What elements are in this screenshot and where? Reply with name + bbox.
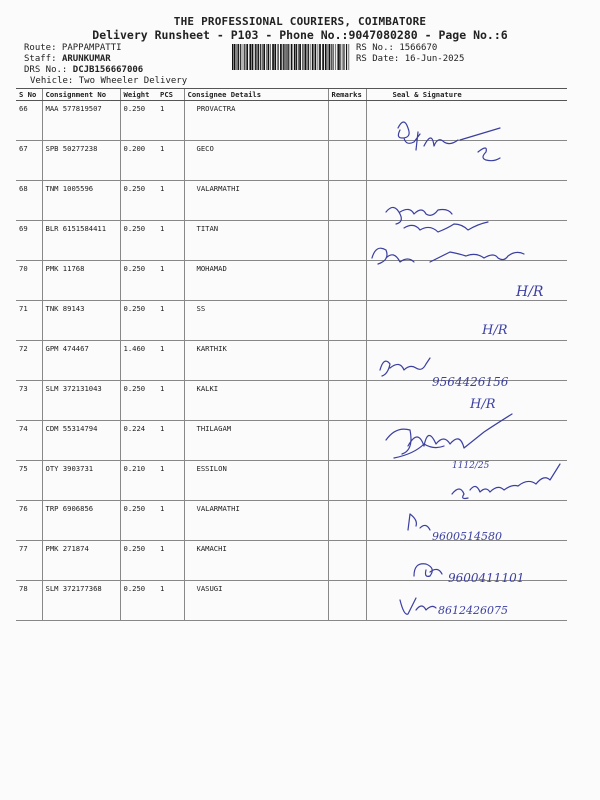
cell-weight: 1.460 xyxy=(120,341,157,381)
cell-consignment: TNM 1005596 xyxy=(42,181,120,221)
cell-sno: 70 xyxy=(16,261,42,301)
cell-pcs: 1 xyxy=(157,141,184,181)
cell-pcs: 1 xyxy=(157,261,184,301)
cell-consignee: KARTHIK xyxy=(184,341,328,381)
rs-date: RS Date: 16-Jun-2025 xyxy=(356,54,465,64)
cell-remarks xyxy=(328,421,366,461)
cell-consignment: MAA 577819507 xyxy=(42,101,120,141)
cell-weight: 0.210 xyxy=(120,461,157,501)
cell-consignee: THILAGAM xyxy=(184,421,328,461)
hr-note-2: H/R xyxy=(482,323,508,338)
cell-signature xyxy=(366,501,567,541)
cell-sno: 77 xyxy=(16,541,42,581)
cell-sno: 68 xyxy=(16,181,42,221)
cell-signature xyxy=(366,261,567,301)
cell-consignee: VALARMATHI xyxy=(184,501,328,541)
phone-note-valarmathi: 9600514580 xyxy=(432,530,502,543)
cell-remarks xyxy=(328,101,366,141)
cell-weight: 0.250 xyxy=(120,261,157,301)
cell-weight: 0.250 xyxy=(120,301,157,341)
cell-sno: 74 xyxy=(16,421,42,461)
table-row xyxy=(16,181,567,221)
cell-remarks xyxy=(328,341,366,381)
cell-weight: 0.250 xyxy=(120,381,157,421)
cell-consignee: VALARMATHI xyxy=(184,181,328,221)
phone-note-vasugi: 8612426075 xyxy=(438,604,508,617)
cell-remarks xyxy=(328,541,366,581)
rs-number: RS No.: 1566670 xyxy=(356,43,438,53)
cell-remarks xyxy=(328,221,366,261)
table-row xyxy=(16,301,567,341)
table-row xyxy=(16,461,567,501)
phone-note-kamachi: 9600411101 xyxy=(448,571,525,585)
cell-sno: 67 xyxy=(16,141,42,181)
col-pcs: PCS xyxy=(157,89,184,101)
table-header-row xyxy=(16,89,567,101)
cell-sno: 72 xyxy=(16,341,42,381)
cell-sno: 71 xyxy=(16,301,42,341)
cell-remarks xyxy=(328,141,366,181)
staff-value: ARUNKUMAR xyxy=(61,54,111,64)
hr-note-3: H/R xyxy=(470,397,496,412)
cell-pcs: 1 xyxy=(157,181,184,221)
cell-signature xyxy=(366,141,567,181)
cell-consignment: SPB 50277238 xyxy=(42,141,120,181)
cell-remarks xyxy=(328,301,366,341)
barcode-image xyxy=(232,44,352,70)
table-row xyxy=(16,101,567,141)
cell-remarks xyxy=(328,501,366,541)
cell-sno: 78 xyxy=(16,581,42,621)
cell-signature xyxy=(366,341,567,381)
table-row xyxy=(16,221,567,261)
table-row xyxy=(16,581,567,621)
hr-note-1: H/R xyxy=(516,284,544,300)
cell-pcs: 1 xyxy=(157,341,184,381)
cell-consignee: ESSILON xyxy=(184,461,328,501)
cell-consignment: SLM 372177368 xyxy=(42,581,120,621)
cell-consignment: OTY 3903731 xyxy=(42,461,120,501)
cell-signature xyxy=(366,581,567,621)
col-signature: Seal & Signature xyxy=(366,89,567,101)
cell-weight: 0.250 xyxy=(120,581,157,621)
staff-label: Staff: xyxy=(24,54,57,64)
cell-signature xyxy=(366,541,567,581)
staff-line xyxy=(24,54,111,65)
cell-consignee: PROVACTRA xyxy=(184,101,328,141)
cell-pcs: 1 xyxy=(157,301,184,341)
cell-remarks xyxy=(328,181,366,221)
col-consignment: Consignment No xyxy=(42,89,120,101)
runsheet-table xyxy=(16,88,567,621)
cell-consignment: PMK 271874 xyxy=(42,541,120,581)
cell-signature xyxy=(366,181,567,221)
cell-pcs: 1 xyxy=(157,461,184,501)
company-title: THE PROFESSIONAL COURIERS, COIMBATORE xyxy=(173,15,427,28)
cell-pcs: 1 xyxy=(157,381,184,421)
cell-remarks xyxy=(328,381,366,421)
drs-label: DRS No.: xyxy=(24,65,68,75)
cell-remarks xyxy=(328,461,366,501)
cell-consignee: TITAN xyxy=(184,221,328,261)
cell-signature xyxy=(366,301,567,341)
table-row xyxy=(16,341,567,381)
cell-sno: 69 xyxy=(16,221,42,261)
cell-signature xyxy=(366,101,567,141)
cell-consignment: SLM 372131043 xyxy=(42,381,120,421)
drs-line xyxy=(24,65,143,76)
cell-sno: 73 xyxy=(16,381,42,421)
cell-consignee: SS xyxy=(184,301,328,341)
table-row xyxy=(16,541,567,581)
col-sno: S No xyxy=(16,89,42,101)
cell-pcs: 1 xyxy=(157,421,184,461)
cell-weight: 0.200 xyxy=(120,141,157,181)
cell-consignment: BLR 6151584411 xyxy=(42,221,120,261)
cell-signature xyxy=(366,461,567,501)
date-note-essilon: 1112/25 xyxy=(452,461,490,471)
route-label: Route: PAPPAMPATTI xyxy=(24,43,122,53)
cell-sno: 76 xyxy=(16,501,42,541)
cell-sno: 75 xyxy=(16,461,42,501)
cell-weight: 0.250 xyxy=(120,101,157,141)
cell-weight: 0.224 xyxy=(120,421,157,461)
table-row xyxy=(16,261,567,301)
cell-consignment: PMK 11768 xyxy=(42,261,120,301)
col-weight: Weight xyxy=(120,89,157,101)
cell-pcs: 1 xyxy=(157,541,184,581)
cell-signature xyxy=(366,381,567,421)
table-row xyxy=(16,501,567,541)
cell-weight: 0.250 xyxy=(120,541,157,581)
col-consignee: Consignee Details xyxy=(184,89,328,101)
runsheet-subtitle: Delivery Runsheet - P103 - Phone No.:9047080280 - Page No.:6 xyxy=(92,28,508,42)
vehicle-label: Vehicle: Two Wheeler Delivery xyxy=(30,76,188,86)
drs-value: DCJB156667006 xyxy=(72,65,144,75)
cell-signature xyxy=(366,221,567,261)
cell-consignee: MOHAMAD xyxy=(184,261,328,301)
cell-consignment: TNK 89143 xyxy=(42,301,120,341)
cell-consignee: KALKI xyxy=(184,381,328,421)
cell-consignee: KAMACHI xyxy=(184,541,328,581)
cell-pcs: 1 xyxy=(157,221,184,261)
cell-consignee: VASUGI xyxy=(184,581,328,621)
cell-remarks xyxy=(328,581,366,621)
table-row xyxy=(16,141,567,181)
cell-pcs: 1 xyxy=(157,501,184,541)
col-remarks: Remarks xyxy=(328,89,366,101)
cell-pcs: 1 xyxy=(157,101,184,141)
cell-weight: 0.250 xyxy=(120,501,157,541)
cell-weight: 0.250 xyxy=(120,181,157,221)
table-row xyxy=(16,381,567,421)
cell-consignment: CDM 55314794 xyxy=(42,421,120,461)
cell-consignment: GPM 474467 xyxy=(42,341,120,381)
table-row xyxy=(16,421,567,461)
phone-note-karthik: 9564426156 xyxy=(432,375,509,389)
cell-consignee: GECO xyxy=(184,141,328,181)
cell-signature xyxy=(366,421,567,461)
cell-sno: 66 xyxy=(16,101,42,141)
cell-consignment: TRP 6906856 xyxy=(42,501,120,541)
cell-pcs: 1 xyxy=(157,581,184,621)
cell-remarks xyxy=(328,261,366,301)
cell-weight: 0.250 xyxy=(120,221,157,261)
